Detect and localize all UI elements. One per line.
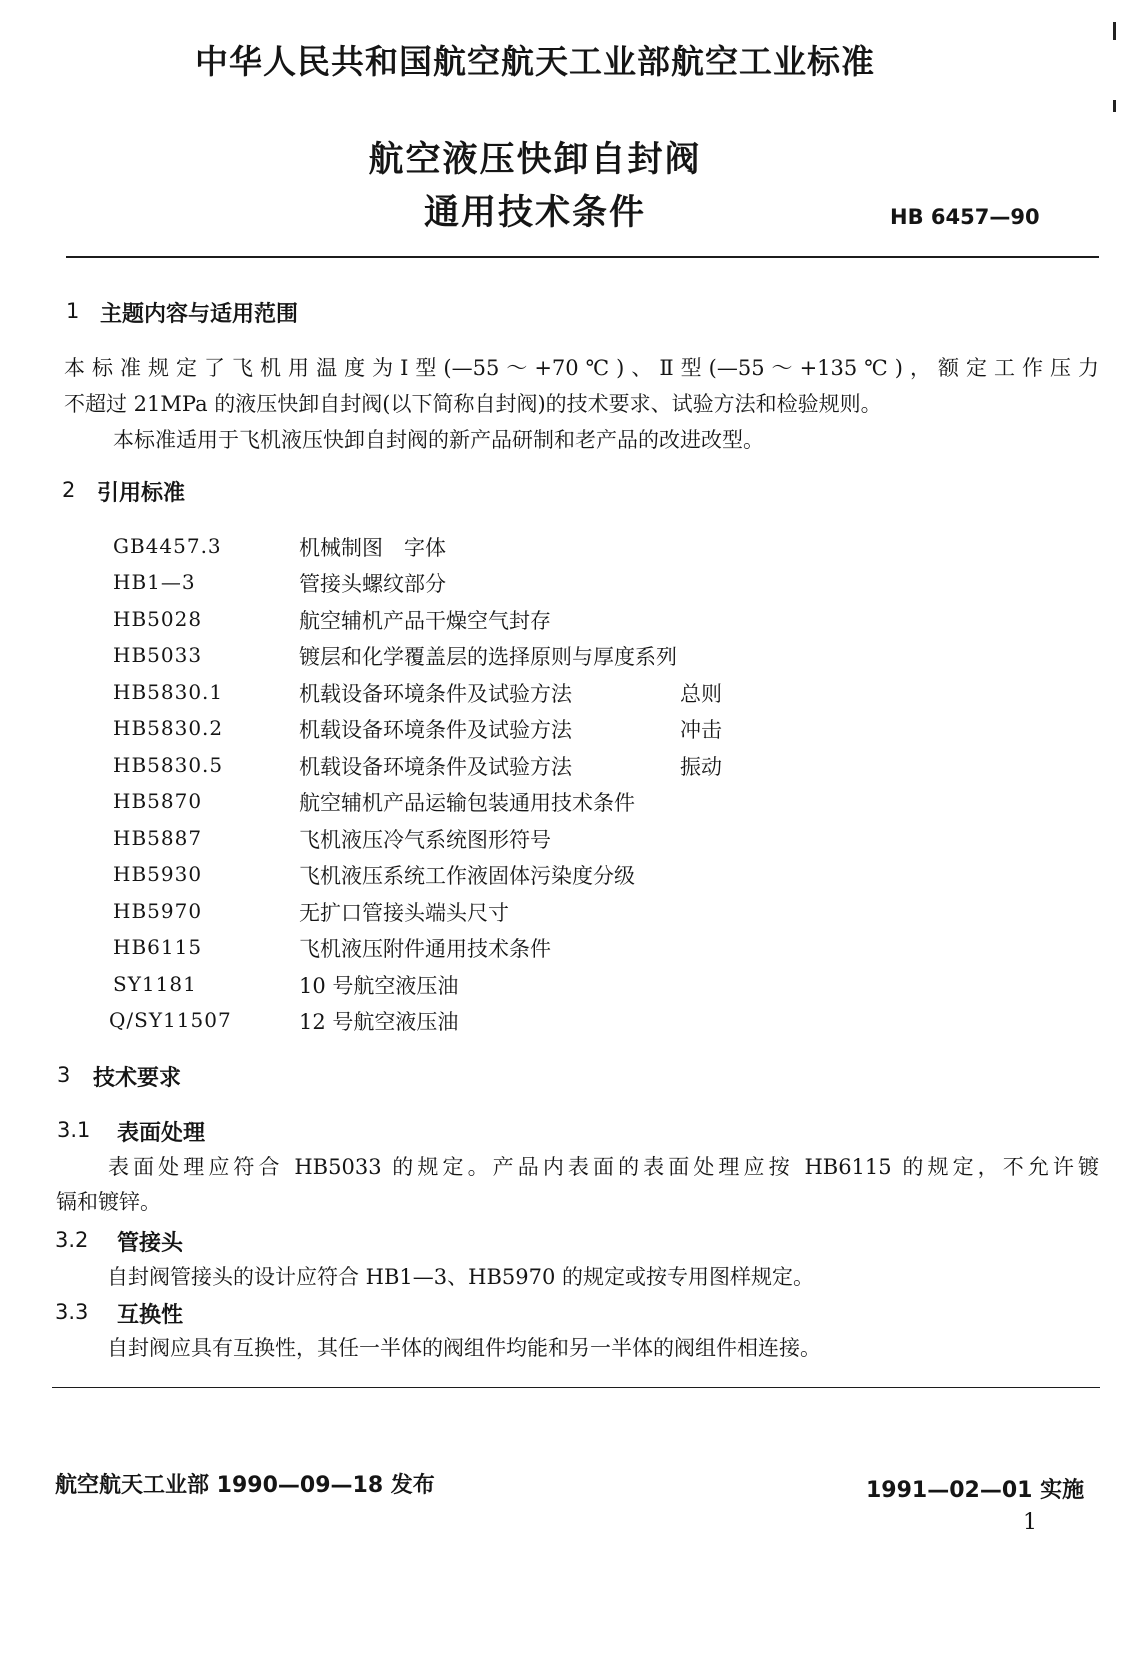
section-1-title: 主题内容与适用范围 [100, 302, 299, 327]
ref-name: 机载设备环境条件及试验方法 [299, 682, 572, 706]
ref-name: 机械制图 字体 [299, 536, 446, 560]
ref-code: HB5830.1 [113, 680, 224, 704]
header-rule [66, 256, 1099, 258]
margin-mark [1113, 22, 1116, 40]
ref-subtitle: 振动 [680, 755, 722, 779]
section-3-3-text: 自封阀应具有互换性，其任一半体的阀组件均能和另一半体的阀组件相连接。 [107, 1336, 821, 1360]
ref-name: 机载设备环境条件及试验方法 [299, 718, 572, 742]
effective-date: 1991—02—01 实施 [866, 1478, 1085, 1503]
section-3-2-title: 管接头 [117, 1231, 184, 1256]
document-title-line2: 通用技术条件 [423, 193, 646, 233]
section-3-2-text: 自封阀管接头的设计应符合 HB1—3、HB5970 的规定或按专用图样规定。 [107, 1265, 815, 1289]
ref-name: 飞机液压附件通用技术条件 [299, 937, 551, 961]
section-1-para-1-line-2: 不超过 21MPa 的液压快卸自封阀(以下简称自封阀)的技术要求、试验方法和检验规则。 [64, 392, 882, 416]
ref-code: HB6115 [113, 935, 203, 959]
footer-rule [52, 1387, 1100, 1388]
section-1-para-2: 本标准适用于飞机液压快卸自封阀的新产品研制和老产品的改进改型。 [113, 428, 764, 452]
section-3-1-title: 表面处理 [117, 1121, 206, 1146]
ref-name: 机载设备环境条件及试验方法 [299, 755, 572, 779]
section-2-title: 引用标准 [97, 481, 186, 506]
ref-subtitle: 总则 [680, 682, 722, 706]
ref-name: 12 号航空液压油 [299, 1010, 459, 1034]
issued-by-date: 航空航天工业部 1990—09—18 发布 [55, 1473, 435, 1498]
ref-code: HB5970 [113, 899, 203, 923]
section-1-para-1-line-1: 本标准规定了飞机用温度为Ⅰ型(—55～+70℃)、Ⅱ型(—55～+135℃)，额定工作压力 [64, 356, 1099, 380]
standard-org-header: 中华人民共和国航空航天工业部航空工业标准 [195, 42, 875, 81]
page-number: 1 [1023, 1510, 1037, 1535]
section-3-1-text-line-1: 表面处理应符合 HB5033 的规定。产品内表面的表面处理应按 HB6115 的规定，不允许镀 [108, 1155, 1099, 1179]
section-3-3-title: 互换性 [117, 1303, 184, 1328]
ref-code: HB5830.2 [113, 716, 224, 740]
ref-subtitle: 冲击 [680, 718, 722, 742]
section-3-1-text-line-2: 镉和镀锌。 [56, 1190, 161, 1214]
ref-name: 管接头螺纹部分 [299, 572, 446, 596]
ref-code: HB1—3 [113, 570, 196, 594]
ref-name: 航空辅机产品运输包装通用技术条件 [299, 791, 635, 815]
ref-name: 10 号航空液压油 [299, 974, 459, 998]
standard-number: HB 6457—90 [890, 205, 1040, 229]
ref-name: 航空辅机产品干燥空气封存 [299, 609, 551, 633]
section-3-title: 技术要求 [93, 1066, 182, 1091]
ref-code: Q/SY11507 [109, 1008, 232, 1032]
section-3-3-number: 3.3 [55, 1300, 89, 1324]
section-3-2-number: 3.2 [55, 1228, 89, 1252]
ref-code: HB5887 [113, 826, 203, 850]
ref-name: 镀层和化学覆盖层的选择原则与厚度系列 [299, 645, 677, 669]
section-2-number: 2 [62, 478, 76, 502]
ref-code: HB5870 [113, 789, 203, 813]
ref-code: HB5033 [113, 643, 203, 667]
document-title-line1: 航空液压快卸自封阀 [368, 140, 702, 180]
ref-code: GB4457.3 [113, 534, 222, 558]
ref-code: HB5930 [113, 862, 203, 886]
ref-name: 飞机液压系统工作液固体污染度分级 [299, 864, 635, 888]
section-3-1-number: 3.1 [57, 1118, 91, 1142]
ref-name: 无扩口管接头端头尺寸 [299, 901, 509, 925]
ref-name: 飞机液压冷气系统图形符号 [299, 828, 551, 852]
section-1-number: 1 [66, 299, 80, 323]
section-3-number: 3 [57, 1063, 71, 1087]
ref-code: HB5830.5 [113, 753, 224, 777]
ref-code: HB5028 [113, 607, 203, 631]
ref-code: SY1181 [113, 972, 197, 996]
margin-mark [1113, 100, 1116, 112]
